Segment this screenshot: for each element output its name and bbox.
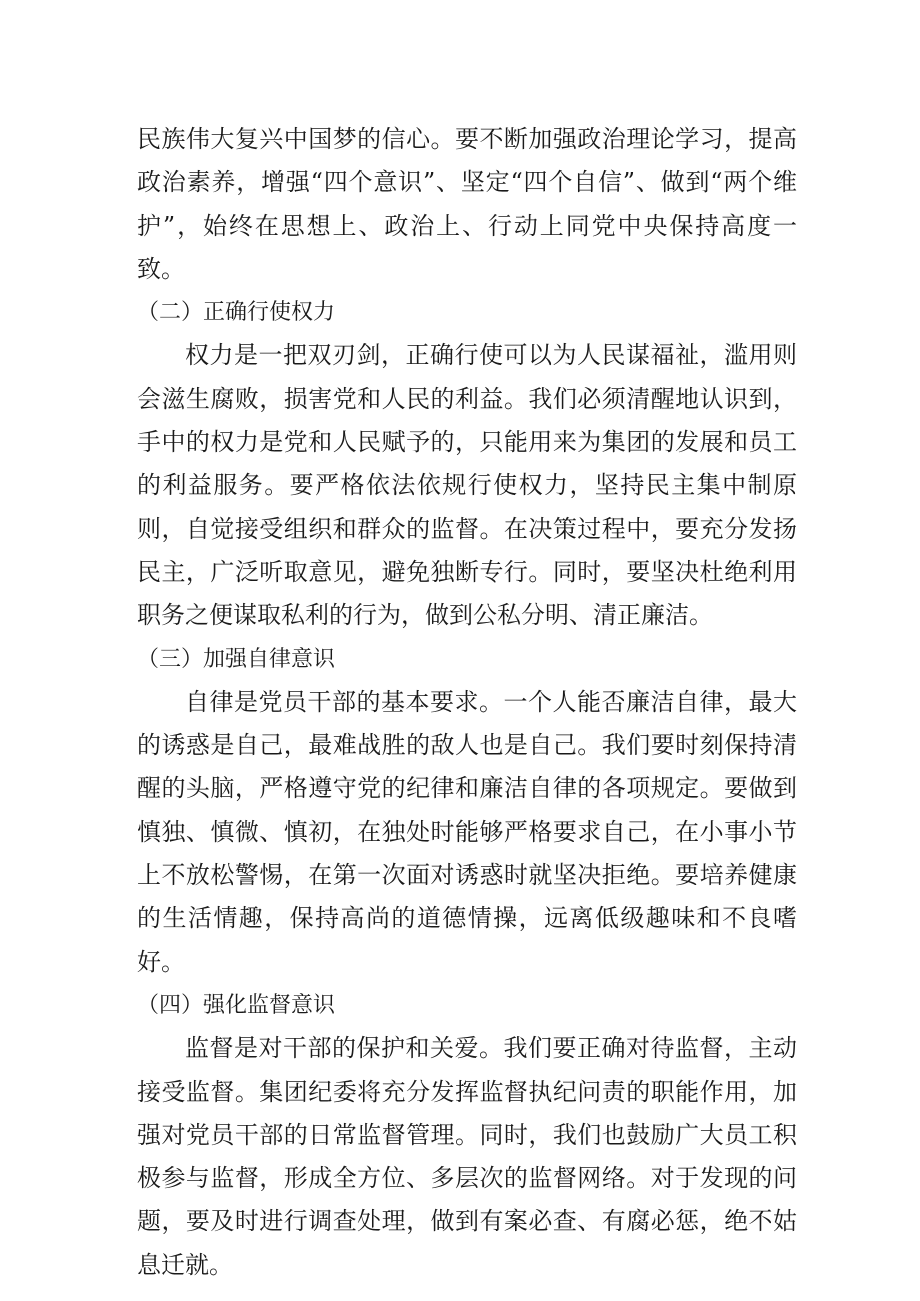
paragraph-supervision: 监督是对干部的保护和关爱。我们要正确对待监督，主动接受监督。集团纪委将充分发挥监督执纪问责的职能作用，加强对党员干部的日常监督管理。同时，我们也鼓励广大员工积极参与监督，形成全方位、多层次的监督网络。对于发现的问题，要及时进行调查处理，做到有案必查、有腐必惩，绝不姑息迁就。 <box>137 1034 797 1279</box>
section-heading-3: （三）加强自律意识 <box>137 646 336 672</box>
document-body <box>137 118 797 1287</box>
section-heading-4: （四）强化监督意识 <box>137 992 336 1018</box>
section-heading-2: （二）正确行使权力 <box>137 300 336 326</box>
paragraph-continued: 民族伟大复兴中国梦的信心。要不断加强政治理论学习，提高政治素养，增强“四个意识”、坚定“四个自信”、做到“两个维护”，始终在思想上、政治上、行动上同党中央保持高度一致。 <box>137 125 797 283</box>
paragraph-power: 权力是一把双刃剑，正确行使可以为人民谋福祉，滥用则会滋生腐败，损害党和人民的利益。我们必须清醒地认识到，手中的权力是党和人民赋予的，只能用来为集团的发展和员工的利益服务。要严格依法依规行使权力，坚持民主集中制原则，自觉接受组织和群众的监督。在决策过程中，要充分发扬民主，广泛听取意见，避免独断专行。同时，要坚决杜绝利用职务之便谋取私利的行为，做到公私分明、清正廉洁。 <box>137 341 797 630</box>
paragraph-self-discipline: 自律是党员干部的基本要求。一个人能否廉洁自律，最大的诱惑是自己，最难战胜的敌人也是自己。我们要时刻保持清醒的头脑，严格遵守党的纪律和廉洁自律的各项规定。要做到慎独、慎微、慎初，在独处时能够严格要求自己，在小事小节上不放松警惕，在第一次面对诱惑时就坚决拒绝。要培养健康的生活情趣，保持高尚的道德情操，远离低级趣味和不良嗜好。 <box>137 687 797 976</box>
